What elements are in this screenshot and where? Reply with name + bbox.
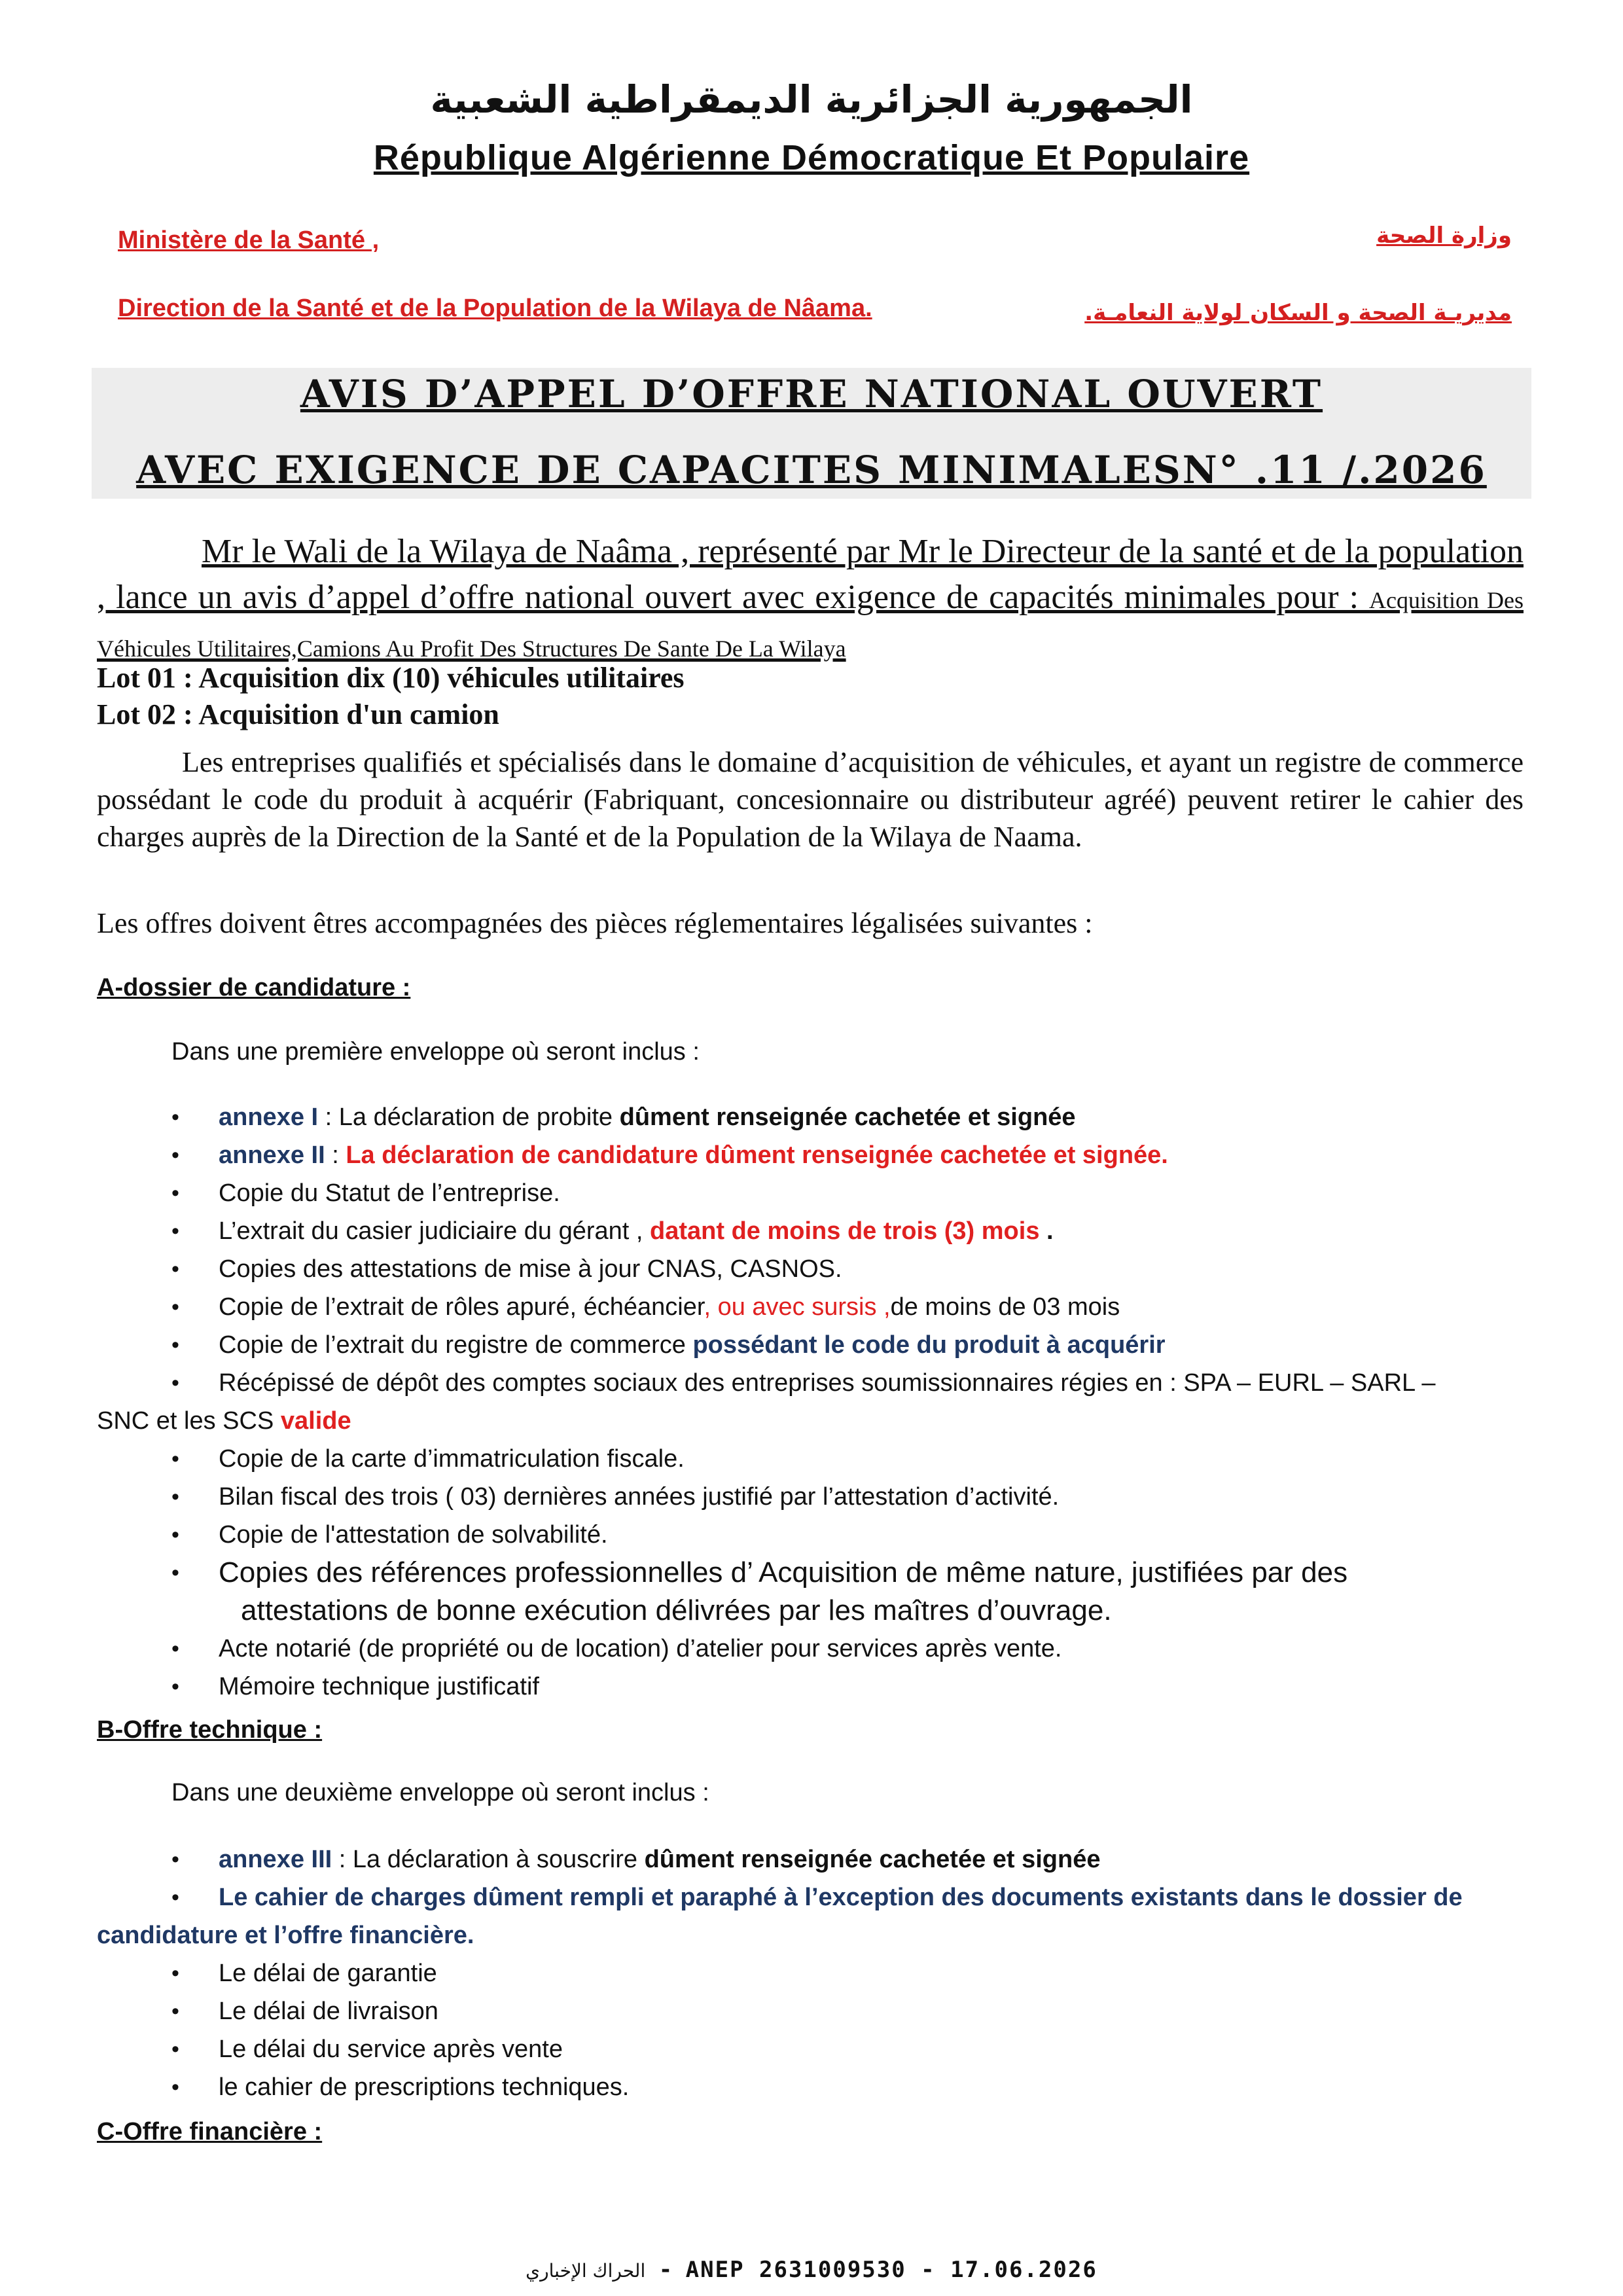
bullet-icon: • — [171, 1257, 179, 1282]
list-item: • Copie de l’extrait du registre de commerce possédant le code du produit à acquérir — [171, 1326, 1533, 1364]
section-a-title: A-dossier de candidature : — [97, 974, 411, 1001]
list-item-continuation: candidature et l’offre financière. — [97, 1922, 474, 1949]
bullet-icon: • — [171, 1522, 179, 1547]
list-item: • Bilan fiscal des trois ( 03) dernières années justifié par l’attestation d’activité. — [171, 1478, 1533, 1516]
list-item-continuation: SNC et les SCS valide — [97, 1407, 351, 1435]
list-item: • Le délai de garantie — [171, 1954, 1533, 1992]
bullet-icon: • — [171, 1961, 179, 1986]
bullet-icon: • — [171, 1560, 179, 1585]
direction-arabic: مديريـة الصحة و السكان لولاية النعامـة. — [1084, 300, 1512, 326]
bullet-icon: • — [171, 1295, 179, 1319]
footer — [0, 2257, 1623, 2283]
companies-paragraph: Les entreprises qualifiés et spécialisés dans le domaine d’acquisition de véhicules, et ayant un registre de commerce possédant le code du produit à acquérir (Fabriquant, concesionnaire ou distributeur agréé) peuvent retirer le cahier des charges auprès de la Direction de la Santé et de la Population de la Wilaya de Naama. — [97, 746, 1524, 853]
list-item: • Acte notarié (de propriété ou de location) d’atelier pour services après vente. — [171, 1630, 1533, 1668]
banner-line-2: AVEC EXIGENCE DE CAPACITES MINIMALESN° .11 /.2026 — [136, 448, 1487, 492]
footer-arabic: الحراك الإخباري — [526, 2260, 646, 2282]
intro-object: Acquisition Des Véhicules Utilitaires,Camions Au Profit Des Structures De Sante De La Wilaya — [97, 587, 1524, 662]
list-item: • Le délai de livraison — [171, 1992, 1533, 2030]
ministry-french: Ministère de la Santé , — [118, 226, 380, 254]
direction-french: Direction de la Santé et de la Population de la Wilaya de Nâama. — [118, 295, 872, 322]
list-item: • Le délai du service après vente — [171, 2030, 1533, 2068]
list-item: • Copie de l'attestation de solvabilité. — [171, 1516, 1533, 1554]
bullet-icon: • — [171, 1885, 179, 1910]
banner-line-1: AVIS D’APPEL D’OFFRE NATIONAL OUVERT — [300, 372, 1323, 416]
bullet-icon: • — [171, 2037, 179, 2062]
ministry-arabic: وزارة الصحة — [1376, 223, 1512, 249]
bullet-icon: • — [171, 1143, 179, 1168]
bullet-icon: • — [171, 1219, 179, 1244]
list-item: • Mémoire technique justificatif — [171, 1668, 1533, 1706]
intro-paragraph — [97, 529, 1524, 672]
list-item: • annexe I : La déclaration de probite dûment renseignée cachetée et signée — [171, 1098, 1533, 1136]
list-item: • Récépissé de dépôt des comptes sociaux des entreprises soumissionnaires régies en : SPA – EURL – SARL – — [171, 1364, 1533, 1402]
list-item: • Copies des attestations de mise à jour CNAS, CASNOS. — [171, 1250, 1533, 1288]
section-c-title: C-Offre financière : — [97, 2118, 323, 2145]
list-item: • annexe III : La déclaration à souscrire dûment renseignée cachetée et signée — [171, 1840, 1533, 1878]
section-b-title: B-Offre technique : — [97, 1716, 323, 1744]
lot-02: Lot 02 : Acquisition d'un camion — [97, 698, 499, 730]
bullet-icon: • — [171, 1484, 179, 1509]
bullet-icon: • — [171, 1105, 179, 1130]
arabic-republic-title: الجمهورية الجزائرية الديمقراطية الشعبية — [430, 77, 1193, 122]
section-b-list — [97, 1840, 1533, 2106]
bullet-icon: • — [171, 1636, 179, 1661]
bullet-icon: • — [171, 2075, 179, 2100]
list-item: • annexe II : La déclaration de candidature dûment renseignée cachetée et signée. — [171, 1136, 1533, 1174]
bullet-icon: • — [171, 1674, 179, 1699]
list-item: • Copie de l’extrait de rôles apuré, échéancier, ou avec sursis ,de moins de 03 mois — [171, 1288, 1533, 1326]
bullet-icon: • — [171, 1999, 179, 2024]
list-item: • Copies des références professionnelles d’ Acquisition de même nature, justifiées par des — [171, 1554, 1533, 1592]
list-item: • le cahier de prescriptions techniques. — [171, 2068, 1533, 2106]
bullet-icon: • — [171, 1181, 179, 1206]
bullet-icon: • — [171, 1371, 179, 1395]
section-a-list — [97, 1098, 1533, 1706]
list-item-continuation: attestations de bonne exécution délivrées par les maîtres d’ouvrage. — [241, 1594, 1112, 1626]
bullet-icon: • — [171, 1333, 179, 1357]
section-b-envelope: Dans une deuxième enveloppe où seront inclus : — [171, 1779, 709, 1806]
french-republic-title: République Algérienne Démocratique Et Populaire — [373, 138, 1250, 177]
offers-paragraph: Les offres doivent êtres accompagnées des pièces réglementaires légalisées suivantes : — [97, 907, 1093, 939]
list-item: • L’extrait du casier judiciaire du gérant , datant de moins de trois (3) mois . — [171, 1212, 1533, 1250]
list-item: • Copie de la carte d’immatriculation fiscale. — [171, 1440, 1533, 1478]
bullet-icon: • — [171, 1446, 179, 1471]
lot-01: Lot 01 : Acquisition dix (10) véhicules utilitaires — [97, 662, 685, 694]
list-item: • Copie du Statut de l’entreprise. — [171, 1174, 1533, 1212]
bullet-icon: • — [171, 1847, 179, 1872]
section-a-envelope: Dans une première enveloppe où seront inclus : — [171, 1038, 700, 1066]
list-item: • Le cahier de charges dûment rempli et paraphé à l’exception des documents existants dans le dossier de — [171, 1878, 1533, 1916]
footer-code: - ANEP 2631009530 - 17.06.2026 — [645, 2257, 1097, 2283]
intro-text: Mr le Wali de la Wilaya de Naâma , représenté par Mr le Directeur de la santé et de la population , lance un avis d’appel d’offre national ouvert avec exigence de capacités minimales pour : — [97, 533, 1524, 616]
